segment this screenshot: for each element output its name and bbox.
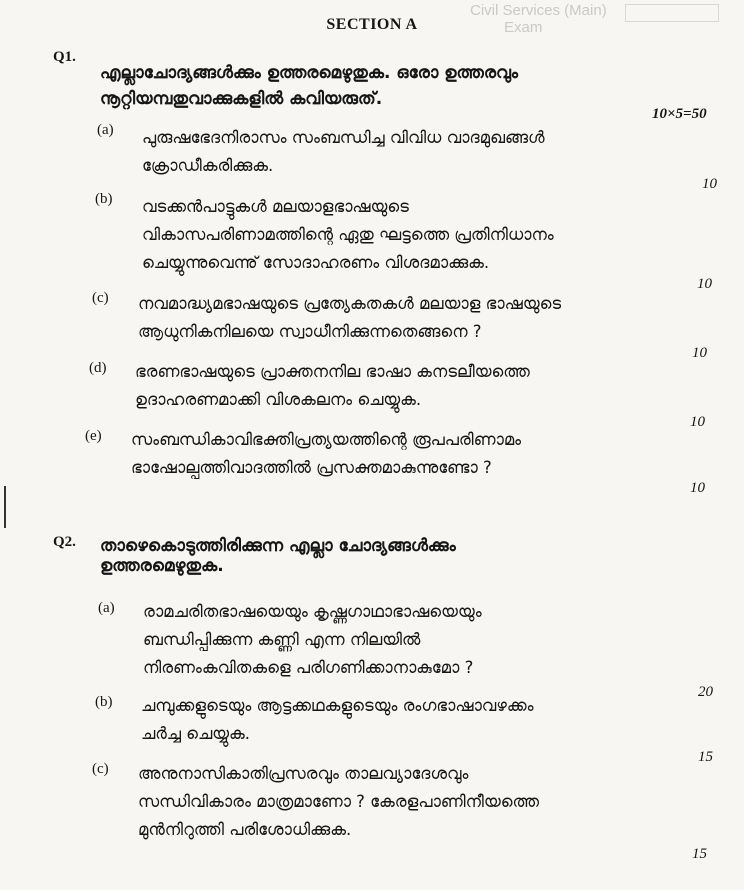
part-text-line: ഭാഷോല്പത്തിവാദത്തിൽ പ്രസക്തമാകുന്നുണ്ടോ ?	[131, 458, 492, 477]
part-text-line: ബന്ധിപ്പിക്കുന്ന കണ്ണി എന്ന നിലയിൽ	[143, 630, 421, 649]
part-text-line: മുൻനിറുത്തി പരിശോധിക്കുക.	[138, 820, 352, 839]
question-text	[100, 60, 518, 112]
part-text-line: ചെയ്യുന്നുവെന്നു് സോദാഹരണം വിശദമാക്കുക.	[142, 253, 490, 272]
part-label: (e)	[85, 428, 102, 444]
part-text-line: രാമചരിതഭാഷയെയും കൃഷ്ണഗാഥാഭാഷയെയും	[143, 602, 482, 621]
part-text	[138, 760, 539, 844]
section-heading: SECTION A	[326, 16, 418, 33]
part-text	[135, 358, 530, 414]
part-marks: 10	[692, 345, 707, 361]
question-text	[100, 533, 456, 579]
part-text-line: ഉദാഹരണമാക്കി വിശകലനം ചെയ്യുക.	[135, 390, 422, 409]
part-text	[142, 124, 545, 180]
bleed-line-2: Exam	[504, 19, 543, 36]
part-marks: 20	[698, 684, 713, 700]
part-label: (c)	[92, 761, 109, 777]
question-text-line: താഴെകൊടുത്തിരിക്കുന്ന എല്ലാ ചോദ്യങ്ങൾക്കും	[100, 536, 456, 556]
total-marks: 10×5=50	[652, 106, 707, 122]
part-marks: 15	[698, 749, 713, 765]
part-text-line: ചർച്ച ചെയ്യുക.	[141, 724, 251, 743]
part-marks: 10	[690, 414, 705, 430]
part-text-line: നിരണംകവിതകളെ പരിഗണിക്കാനാകുമോ ?	[143, 658, 474, 677]
bleed-line-1: Civil Services (Main)	[470, 2, 607, 19]
question-number: Q2.	[53, 534, 76, 550]
question-text-line: എല്ലാചോദ്യങ്ങൾക്കും ഉത്തരമെഴുതുക. ഒരോ ഉത്തരവും	[100, 63, 519, 83]
part-text-line: ചമ്പുക്കളുടെയും ആട്ടക്കഥകളുടെയും രംഗഭാഷാവഴക്കം	[141, 696, 534, 715]
part-marks: 10	[697, 276, 712, 292]
part-text-line: ഭരണഭാഷയുടെ പ്രാക്തനനില ഭാഷാ കനടലീയത്തെ	[135, 362, 530, 381]
part-text-line: അനുനാസികാതിപ്രസരവും താലവ്യാദേശവും	[138, 764, 469, 783]
part-marks: 10	[702, 176, 717, 192]
part-text	[141, 692, 533, 748]
scan-edge-line	[4, 486, 6, 528]
part-text	[138, 290, 561, 346]
part-text-line: സന്ധിവികാരം മാത്രമാണോ ? കേരളപാണിനീയത്തെ	[138, 792, 539, 811]
part-label: (b)	[95, 191, 113, 207]
part-text-line: ക്രോഡീകരിക്കുക.	[142, 156, 274, 175]
part-text-line: വടക്കൻപാട്ടുകൾ മലയാളഭാഷയുടെ	[142, 197, 409, 216]
part-label: (b)	[95, 694, 113, 710]
part-text	[131, 426, 521, 486]
part-text-line: നവമാദ്ധ്യമഭാഷയുടെ പ്രത്യേകതകൾ മലയാള ഭാഷയുടെ	[138, 294, 562, 313]
question-text-line: ഉത്തരമെഴുതുക.	[100, 556, 224, 576]
part-label: (d)	[89, 360, 107, 376]
part-marks: 15	[692, 846, 707, 862]
part-text-line: ആധുനികനിലയെ സ്വാധീനിക്കുന്നതെങ്ങനെ ?	[138, 322, 482, 341]
part-text	[142, 193, 554, 277]
part-text-line: പുരുഷഭേദനിരാസം സംബന്ധിച്ച വിവിധ വാദമുഖങ്ങൾ	[142, 128, 545, 147]
part-text-line: വികാസപരിണാമത്തിന്റെ ഏതു ഘട്ടത്തെ പ്രതിനിധാനം	[142, 225, 554, 244]
part-label: (c)	[92, 290, 109, 306]
part-text	[143, 598, 482, 682]
part-marks: 10	[690, 480, 705, 496]
part-label: (a)	[98, 600, 115, 616]
question-text-line: നൂറ്റിയമ്പതുവാക്കുകളിൽ കവിയരുത്.	[100, 89, 383, 109]
question-number: Q1.	[53, 49, 76, 65]
part-label: (a)	[97, 122, 114, 138]
part-text-line: സംബന്ധികാവിഭക്തിപ്രത്യയത്തിന്റെ രൂപപരിണാമം	[131, 430, 522, 449]
